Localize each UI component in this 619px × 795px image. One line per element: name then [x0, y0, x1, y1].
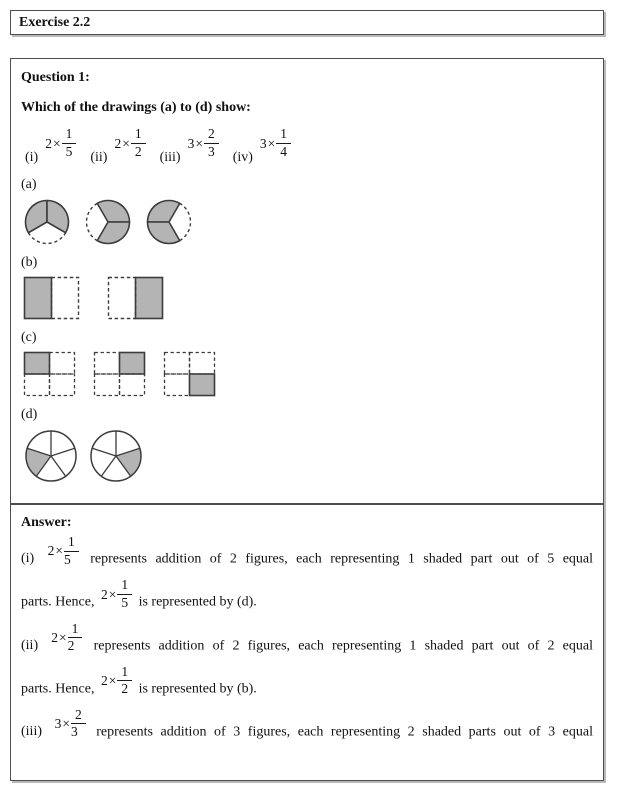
multiply-sign: ×: [52, 135, 61, 151]
answer-item-label: (iii): [21, 724, 42, 740]
thirds-circle-figure: [23, 198, 71, 246]
question-box: [10, 58, 604, 504]
multiply-sign: ×: [122, 135, 130, 151]
answer-line: [21, 706, 594, 748]
answer-text: parts. Hence,: [21, 594, 95, 610]
drawing-section: [21, 406, 593, 484]
drawing-label: (a): [21, 176, 37, 192]
answer-text: parts. Hence,: [21, 680, 95, 696]
quarter-grid-figure: [93, 351, 146, 398]
answer-line: [21, 620, 593, 662]
answer-text: represents addition of 2 figures, each representing 1 shaded part out of 2 equal: [93, 637, 593, 653]
answer-text: represents addition of 3 figures, each representing 2 shaded parts out of 3 equal: [96, 724, 594, 740]
fraction-expression: 2× $\frac{1}{5}$: [45, 127, 76, 159]
answer-heading: Answer:: [21, 515, 72, 530]
multiply-sign: ×: [108, 672, 117, 688]
answer-item-label: (ii): [21, 637, 39, 653]
half-rect-figure: [107, 276, 165, 321]
multiply-sign: ×: [55, 543, 64, 559]
answer-item-label: (i): [21, 551, 35, 567]
fraction: $\frac{1}{4}$: [276, 127, 291, 159]
drawing-section: [21, 176, 593, 246]
multiply-sign: ×: [108, 586, 117, 602]
drawing-row: [23, 276, 593, 321]
fraction-expression: 3× $\frac{2}{3}$: [55, 708, 86, 740]
question-heading: Question 1:: [21, 70, 90, 85]
expression-label: (i): [25, 150, 39, 166]
answer-text: represents addition of 2 figures, each representing 1 shaded part out of 5 equal: [90, 551, 594, 567]
answer-line: [21, 534, 594, 575]
fraction-expression: 3× $\frac{1}{4}$: [260, 127, 291, 159]
drawing-section: [21, 254, 593, 321]
fraction: $\frac{1}{5}$: [117, 578, 132, 610]
fraction: $\frac{1}{2}$: [131, 127, 146, 159]
expression-item: [160, 127, 219, 167]
multiply-sign: ×: [59, 629, 67, 645]
fifths-circle-figure: [23, 428, 79, 484]
expression-item: [25, 127, 76, 167]
quarter-grid-figure: [23, 351, 76, 398]
multiply-sign: ×: [267, 135, 276, 151]
multiply-sign: ×: [62, 716, 70, 732]
fraction-expression: 2× $\frac{1}{5}$: [48, 535, 79, 567]
fraction: $\frac{1}{5}$: [62, 127, 77, 159]
drawings-area: [21, 176, 593, 485]
drawing-label: (d): [21, 407, 38, 423]
fraction: $\frac{1}{2}$: [117, 665, 132, 697]
answer-line: [21, 663, 593, 705]
fraction: $\frac{2}{3}$: [71, 708, 86, 740]
drawing-row: [23, 198, 593, 246]
fraction-expression: 2× $\frac{1}{2}$: [114, 127, 145, 159]
expression-label: (ii): [90, 150, 108, 166]
drawing-row: [23, 351, 593, 398]
answer-line: [21, 577, 593, 618]
expression-label: (iii): [159, 150, 181, 166]
fraction-expression: 2× $\frac{1}{2}$: [101, 665, 132, 697]
drawing-row: [23, 428, 593, 484]
expression-item: [90, 127, 145, 167]
fraction: $\frac{2}{3}$: [204, 127, 219, 159]
answer-box: [10, 504, 604, 781]
quarter-grid-figure: [163, 351, 216, 398]
answer-text: is represented by (d).: [138, 594, 257, 610]
drawing-label: (b): [21, 254, 38, 270]
drawing-label: (c): [21, 329, 37, 345]
fraction: $\frac{1}{5}$: [64, 535, 79, 567]
fifths-circle-figure: [88, 428, 144, 484]
fraction-expression: 2× $\frac{1}{2}$: [51, 622, 82, 654]
fraction-expression: 3× $\frac{2}{3}$: [188, 127, 219, 159]
expression-item: [233, 127, 291, 167]
fraction-expression: 2× $\frac{1}{5}$: [101, 578, 132, 610]
question-prompt: Which of the drawings (a) to (d) show:: [21, 100, 251, 116]
thirds-circle-figure: [145, 198, 193, 246]
answer-text: is represented by (b).: [138, 680, 257, 696]
fraction: $\frac{1}{2}$: [68, 622, 83, 654]
drawing-section: [21, 329, 593, 398]
multiply-sign: ×: [195, 135, 203, 151]
expression-label: (iv): [232, 150, 253, 166]
thirds-circle-figure: [84, 198, 132, 246]
exercise-title-box: [10, 10, 604, 35]
question-expressions-row: [25, 127, 593, 167]
half-rect-figure: [23, 276, 81, 321]
exercise-title: Exercise 2.2: [19, 15, 91, 30]
